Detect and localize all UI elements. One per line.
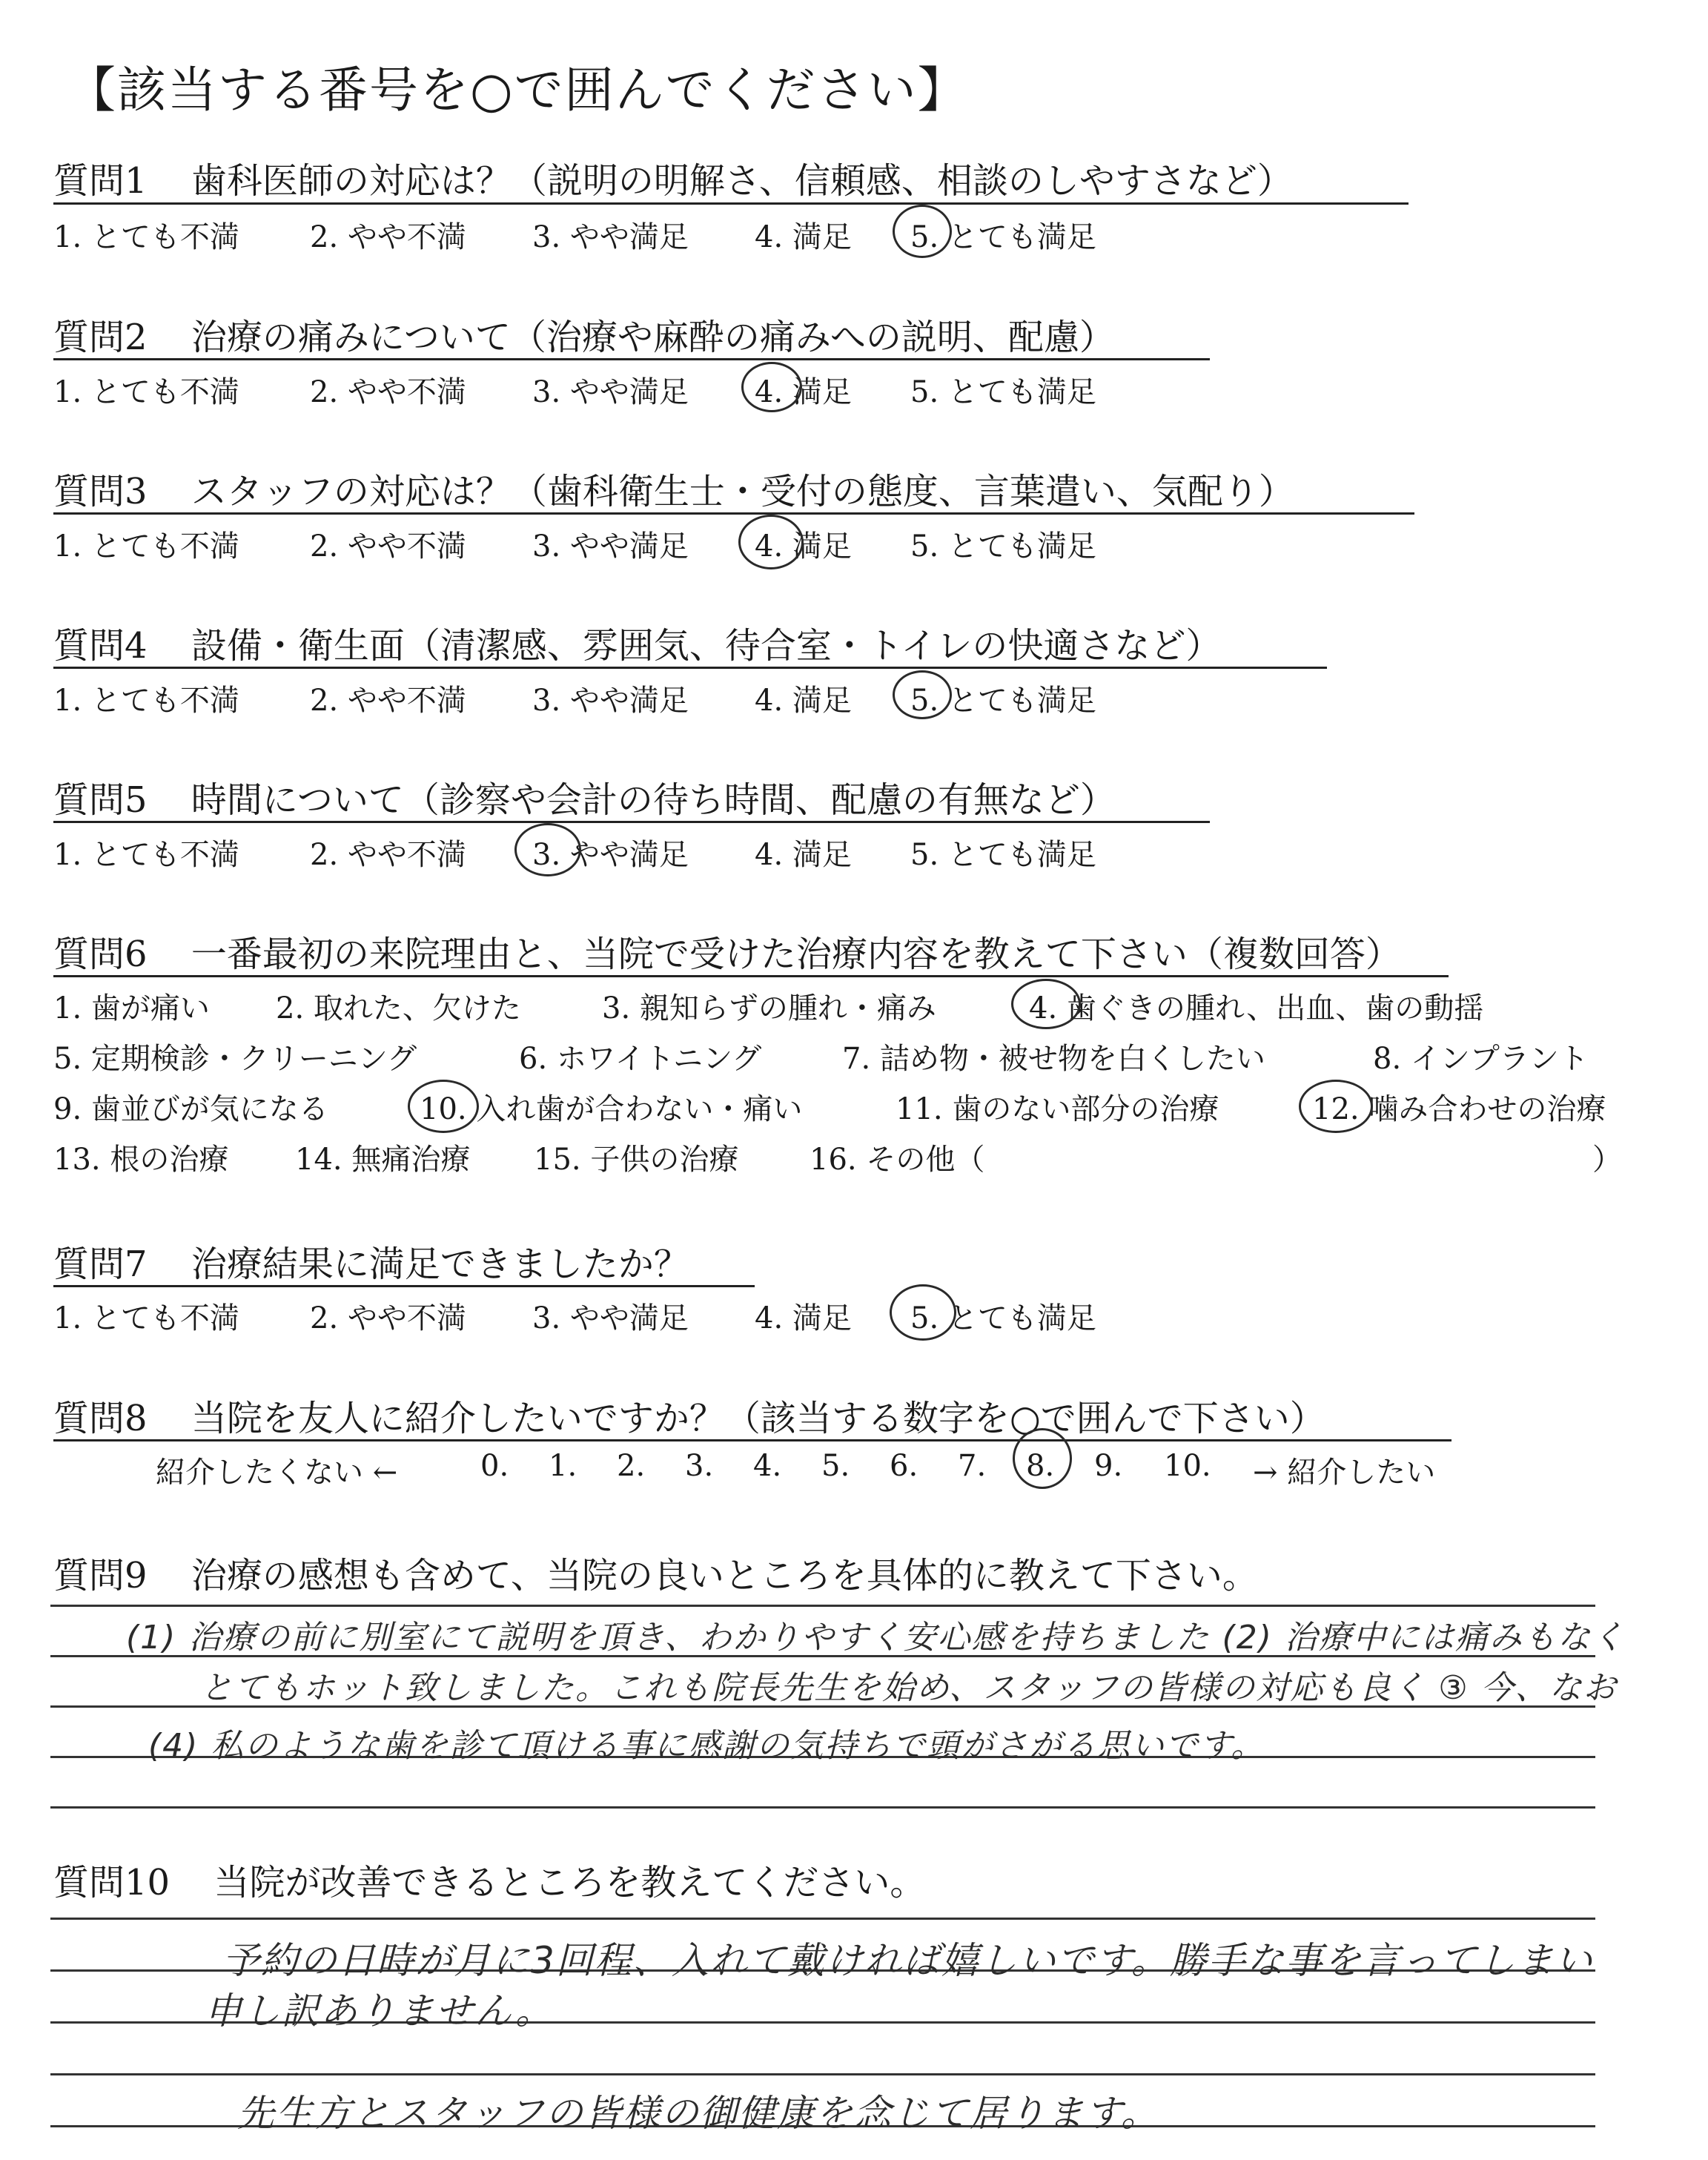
q7-title [53, 1235, 689, 1287]
q6-option-11[interactable]: 11. 歯のない部分の治療 [896, 1092, 1219, 1126]
q10-answer-line-1 [50, 1918, 1595, 1920]
q5-option-4[interactable]: 4. 満足 [755, 838, 852, 872]
q6-option-14[interactable]: 14. 無痛治療 [295, 1143, 471, 1177]
q8-underline [53, 1439, 1452, 1441]
q6-option-6[interactable]: 6. ホワイトニング [519, 1042, 762, 1076]
q9-answer-line-5 [50, 1806, 1595, 1809]
q3-label: 質問3 [53, 471, 148, 512]
q8-scale-6[interactable]: 6. [890, 1449, 918, 1483]
q4-selection-circle [893, 670, 952, 719]
q2-text: 治療の痛みについて（治療や麻酔の痛みへの説明、配慮） [191, 317, 1115, 358]
q6-selection-circle-12 [1299, 1080, 1373, 1133]
q2-option-2[interactable]: 2. やや不満 [310, 375, 466, 409]
q3-selection-circle [738, 515, 804, 569]
q10-answer-text-1: 予約の日時が月に3回程、入れて戴ければ嬉しいです。勝手な事を言ってしまい [222, 1939, 1594, 1982]
q2-underline [53, 358, 1210, 360]
q6-selection-circle-4 [1011, 979, 1081, 1029]
q5-title [53, 771, 1116, 822]
q5-underline [53, 821, 1210, 823]
q9-label: 質問9 [53, 1555, 148, 1596]
q2-selection-circle [741, 362, 802, 412]
q8-label: 質問8 [53, 1398, 148, 1439]
q3-option-3[interactable]: 3. やや満足 [532, 529, 689, 564]
q6-option-10[interactable]: 10. 入れ歯が合わない・痛い [420, 1092, 803, 1126]
q6-label: 質問6 [53, 934, 148, 975]
q9-answer-line-1 [50, 1605, 1595, 1607]
q4-title [53, 617, 1221, 668]
q2-option-5[interactable]: 5. とても満足 [910, 375, 1096, 409]
q6-option-2[interactable]: 2. 取れた、欠けた [276, 991, 521, 1025]
q8-scale-9[interactable]: 9. [1094, 1449, 1123, 1483]
q6-other-close-paren: ） [1592, 1143, 1622, 1177]
q10-label: 質問10 [53, 1862, 171, 1903]
q7-selection-circle [890, 1284, 956, 1341]
q1-selection-circle [893, 205, 952, 258]
q4-label: 質問4 [53, 625, 148, 667]
q2-option-4[interactable]: 4. 満足 [755, 375, 852, 409]
q3-option-2[interactable]: 2. やや不満 [310, 529, 466, 564]
q7-underline [53, 1285, 755, 1287]
q7-label: 質問7 [53, 1244, 148, 1285]
q10-answer-text-2: 申し訳ありません。 [205, 1989, 554, 2032]
q4-underline [53, 667, 1327, 669]
q4-option-2[interactable]: 2. やや不満 [310, 684, 466, 718]
q1-underline [53, 202, 1409, 205]
q5-selection-circle [514, 823, 581, 876]
q1-option-1[interactable]: 1. とても不満 [53, 220, 239, 254]
q1-option-2[interactable]: 2. やや不満 [310, 220, 466, 254]
q3-title [53, 463, 1294, 514]
q5-label: 質問5 [53, 779, 148, 821]
q5-text: 時間について（診察や会計の待ち時間、配慮の有無など） [191, 779, 1116, 821]
form-header: 【該当する番号を○で囲んでください】 [67, 62, 968, 119]
q8-scale-10[interactable]: 10. [1164, 1449, 1211, 1483]
q7-option-4[interactable]: 4. 満足 [755, 1301, 852, 1335]
q10-answer-text-3: 先生方とスタッフの皆様の御健康を念じて居ります。 [237, 2092, 1159, 2135]
q4-text: 設備・衛生面（清潔感、雰囲気、待合室・トイレの快適さなど） [191, 625, 1222, 667]
q3-text: スタッフの対応は？（歯科衛生士・受付の態度、言葉遣い、気配り） [191, 471, 1294, 512]
q4-option-5[interactable]: 5. とても満足 [910, 684, 1096, 718]
q1-option-3[interactable]: 3. やや満足 [532, 220, 689, 254]
q8-scale-8[interactable]: 8. [1026, 1449, 1055, 1483]
q8-title [53, 1390, 1325, 1441]
q3-option-4[interactable]: 4. 満足 [755, 529, 852, 564]
q6-underline [53, 975, 1449, 977]
q3-option-1[interactable]: 1. とても不満 [53, 529, 239, 564]
q6-option-15[interactable]: 15. 子供の治療 [534, 1143, 739, 1177]
q8-scale-2[interactable]: 2. [617, 1449, 646, 1483]
q9-text: 治療の感想も含めて、当院の良いところを具体的に教えて下さい。 [191, 1555, 1258, 1596]
q5-option-3[interactable]: 3. やや満足 [532, 838, 689, 872]
q7-option-2[interactable]: 2. やや不満 [310, 1301, 466, 1335]
q6-option-5[interactable]: 5. 定期検診・クリーニング [53, 1042, 417, 1076]
q7-text: 治療結果に満足できましたか？ [191, 1244, 689, 1285]
q8-scale-4[interactable]: 4. [753, 1449, 782, 1483]
q8-scale-1[interactable]: 1. [549, 1449, 577, 1483]
q6-option-16[interactable]: 16. その他（ [810, 1143, 985, 1177]
q6-option-3[interactable]: 3. 親知らずの腫れ・痛み [602, 991, 936, 1025]
q8-right-label: → 紹介したい [1253, 1456, 1436, 1490]
q2-option-1[interactable]: 1. とても不満 [53, 375, 239, 409]
q3-underline [53, 512, 1414, 515]
q7-option-3[interactable]: 3. やや満足 [532, 1301, 689, 1335]
q6-title [53, 925, 1401, 977]
q4-option-4[interactable]: 4. 満足 [755, 684, 852, 718]
q5-option-5[interactable]: 5. とても満足 [910, 838, 1096, 872]
q3-option-5[interactable]: 5. とても満足 [910, 529, 1096, 564]
q6-option-8[interactable]: 8. インプラント [1373, 1042, 1589, 1076]
q10-title [53, 1854, 925, 1905]
q6-option-7[interactable]: 7. 詰め物・被せ物を白くしたい [842, 1042, 1265, 1076]
q6-option-1[interactable]: 1. 歯が痛い [53, 991, 210, 1025]
q8-scale-3[interactable]: 3. [685, 1449, 714, 1483]
q6-selection-circle-10 [408, 1080, 479, 1133]
q6-option-9[interactable]: 9. 歯並びが気になる [53, 1092, 328, 1126]
q6-text: 一番最初の来院理由と、当院で受けた治療内容を教えて下さい（複数回答） [191, 934, 1401, 975]
q2-label: 質問2 [53, 317, 148, 358]
q8-left-label: 紹介したくない ← [156, 1456, 398, 1490]
q9-answer-text-3: (4) 私のような歯を診て頂ける事に感謝の気持ちで頭がさがる思いです。 [148, 1727, 1265, 1765]
q9-title [53, 1547, 1258, 1598]
q1-label: 質問1 [53, 160, 148, 202]
q6-option-4[interactable]: 4. 歯ぐきの腫れ、出血、歯の動揺 [1029, 991, 1484, 1025]
q1-title [53, 152, 1293, 203]
q8-text: 当院を友人に紹介したいですか？（該当する数字を○で囲んで下さい） [191, 1398, 1325, 1439]
q9-answer-text-1: (1) 治療の前に別室にて説明を頂き、わかりやすく安心感を持ちました (2) 治療中には痛みもなく [126, 1619, 1626, 1657]
q2-title [53, 308, 1115, 360]
q10-text: 当院が改善できるところを教えてください。 [214, 1862, 926, 1903]
q1-option-4[interactable]: 4. 満足 [755, 220, 852, 254]
q10-answer-line-4 [50, 2073, 1595, 2075]
q8-scale-5[interactable]: 5. [821, 1449, 850, 1483]
q6-option-12[interactable]: 12. 噛み合わせの治療 [1312, 1092, 1606, 1126]
q5-option-2[interactable]: 2. やや不満 [310, 838, 466, 872]
q7-option-5[interactable]: 5. とても満足 [910, 1301, 1096, 1335]
q1-text: 歯科医師の対応は？（説明の明解さ、信頼感、相談のしやすさなど） [191, 160, 1293, 202]
q2-option-3[interactable]: 3. やや満足 [532, 375, 689, 409]
q8-selection-circle [1013, 1428, 1072, 1489]
q1-option-5[interactable]: 5. とても満足 [910, 220, 1096, 254]
q9-answer-text-2: とてもホット致しました。これも院長先生を始め、スタッフの皆様の対応も良く ③ 今、なお [200, 1669, 1618, 1707]
q4-option-1[interactable]: 1. とても不満 [53, 684, 239, 718]
q7-option-1[interactable]: 1. とても不満 [53, 1301, 239, 1335]
q8-scale-0[interactable]: 0. [480, 1449, 509, 1483]
q8-scale-7[interactable]: 7. [958, 1449, 987, 1483]
q4-option-3[interactable]: 3. やや満足 [532, 684, 689, 718]
q6-option-13[interactable]: 13. 根の治療 [53, 1143, 229, 1177]
q5-option-1[interactable]: 1. とても不満 [53, 838, 239, 872]
